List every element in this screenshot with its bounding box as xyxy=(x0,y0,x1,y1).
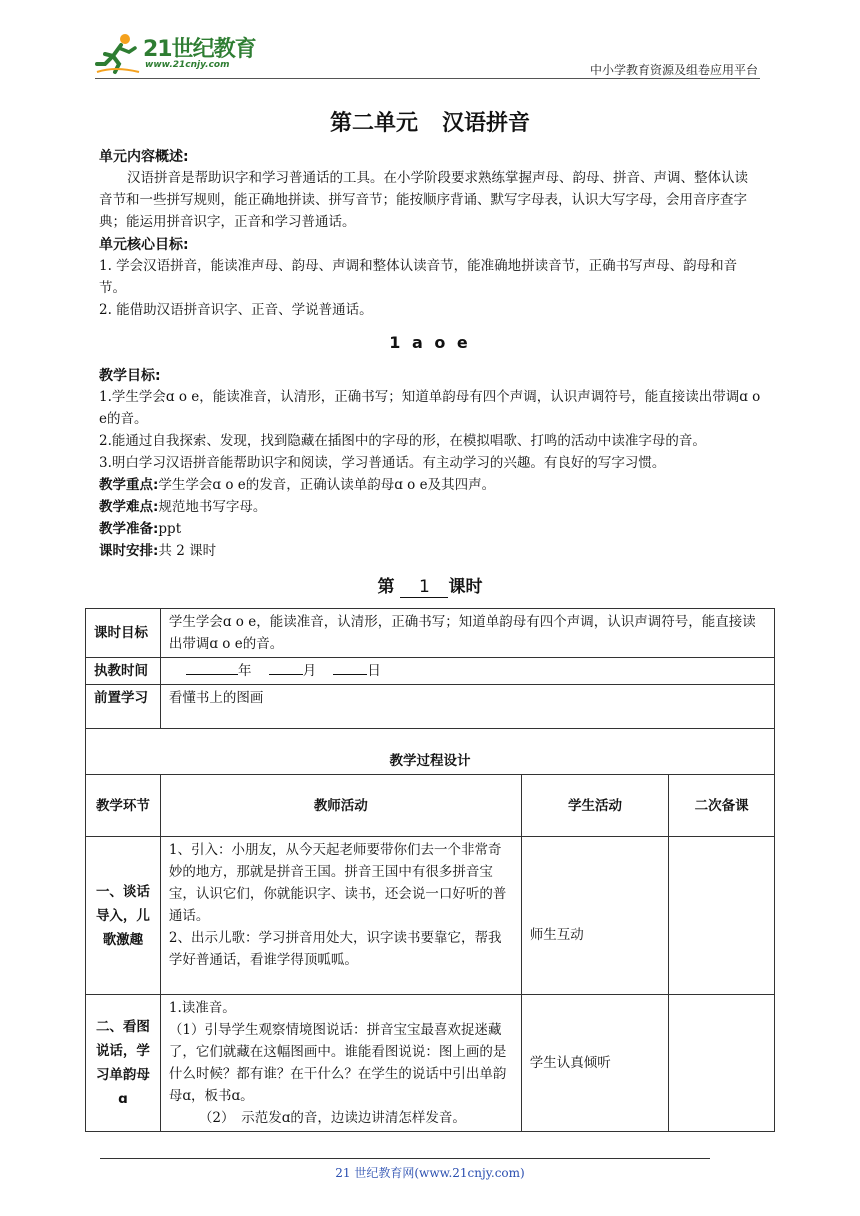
goal-label: 课时目标 xyxy=(86,609,161,658)
unit-title-part1: 第二单元 xyxy=(329,111,418,136)
prep-text: ppt xyxy=(158,521,182,537)
student-activity-cell: 师生互动 xyxy=(521,837,669,995)
time-label: 执教时间 xyxy=(86,658,161,685)
goal-item: 1.学生学会ɑ o e，能读准音，认清形，正确书写；知道单韵母有四个声调，认识声调符号，能直接读出带调ɑ o e的音。 xyxy=(99,389,761,427)
period-suffix: 课时 xyxy=(448,577,483,597)
prep-label: 教学准备: xyxy=(99,521,159,537)
schedule-text: 共 2 课时 xyxy=(158,543,217,559)
page-footer[interactable]: 21 世纪教育网(www.21cnjy.com) xyxy=(335,1166,525,1180)
teacher-activity-cell xyxy=(160,995,521,1132)
footer-divider xyxy=(100,1158,710,1159)
student-activity-cell: 学生认真倾听 xyxy=(521,995,669,1132)
period-heading xyxy=(99,572,761,598)
lesson-title: 1 a o e xyxy=(389,333,471,352)
teacher-activity-line: 2、出示儿歌：学习拼音用处大，识字读书要靠它，帮我学好普通话，看谁学得顶呱呱。 xyxy=(168,930,502,968)
schedule-label: 课时安排: xyxy=(99,543,159,559)
overview-text: 汉语拼音是帮助识字和学习普通话的工具。在小学阶段要求熟练掌握声母、韵母、拼音、声调、整体认读音节和一些拼写规则，能正确地拼读、拼写音节；能按顺序背诵、默写字母表，认识大写字母，会用音序查字典；能运用拼音识字，正音和学习普通话。 xyxy=(99,170,748,230)
preparation xyxy=(99,518,761,540)
stage-cell: 二、看图说话，学习单韵母ɑ xyxy=(86,995,161,1132)
teacher-activity-line: （2） 示范发ɑ的音，边读边讲清怎样发音。 xyxy=(198,1110,466,1126)
column-header: 教师活动 xyxy=(160,775,521,837)
document-body xyxy=(99,100,761,604)
revision-cell xyxy=(669,837,775,995)
unit-title xyxy=(99,106,761,137)
revision-cell xyxy=(669,995,775,1132)
table-row xyxy=(86,609,775,658)
key-points xyxy=(99,474,761,496)
table-row xyxy=(86,995,775,1132)
teacher-activity-line: （1）引导学生观察情境图说话：拼音宝宝最喜欢捉迷藏了，它们就藏在这幅图画中。谁能看图说说：图上画的是什么时候？都有谁？在干什么？在学生的说话中引出单韵母ɑ，板书ɑ。 xyxy=(168,1022,507,1104)
core-item: 2. 能借助汉语拼音识字、正音、学说普通话。 xyxy=(99,302,373,318)
column-header: 学生活动 xyxy=(521,775,669,837)
goal-item: 3.明白学习汉语拼音能帮助识字和阅读，学习普通话。有主动学习的兴趣。有良好的写字习惯。 xyxy=(99,455,666,471)
header-divider xyxy=(95,78,760,79)
teacher-activity-cell xyxy=(160,837,521,995)
table-row xyxy=(86,658,775,685)
pre-label: 前置学习 xyxy=(86,685,161,729)
key-points-label: 教学重点: xyxy=(99,477,159,493)
day-label: 日 xyxy=(367,663,381,679)
year-label: 年 xyxy=(238,663,252,679)
pre-text: 看懂书上的图画 xyxy=(160,685,774,729)
goals-heading: 教学目标: xyxy=(99,368,161,384)
goal-item: 2.能通过自我探索、发现，找到隐藏在插图中的字母的形，在模拟唱歌、打鸣的活动中读准字母的音。 xyxy=(99,433,706,449)
runner-logo-icon xyxy=(95,32,141,76)
difficulty-text: 规范地书写字母。 xyxy=(158,499,267,515)
time-value xyxy=(160,658,774,685)
schedule xyxy=(99,540,761,562)
key-points-text: 学生学会ɑ o e的发音，正确认读单韵母ɑ o e及其四声。 xyxy=(158,477,496,493)
column-header: 二次备课 xyxy=(669,775,775,837)
logo-url: www.21cnjy.com xyxy=(145,60,230,70)
period-prefix: 第 xyxy=(377,577,395,597)
logo-text: 21世纪教育 xyxy=(143,37,256,62)
column-header: 教学环节 xyxy=(86,775,161,837)
page-header xyxy=(95,30,760,78)
teacher-activity-line: 1.读准音。 xyxy=(168,1000,236,1016)
period-number: 1 xyxy=(400,577,448,598)
overview-heading: 单元内容概述: xyxy=(99,149,189,165)
goal-text: 学生学会ɑ o e，能读准音，认清形，正确书写；知道单韵母有四个声调，认识声调符号，能直接读出带调ɑ o e的音。 xyxy=(160,609,774,658)
table-row xyxy=(86,685,775,729)
table-row xyxy=(86,837,775,995)
difficulty xyxy=(99,496,761,518)
month-label: 月 xyxy=(302,663,317,679)
platform-name: 中小学教育资源及组卷应用平台 xyxy=(589,63,758,77)
difficulty-label: 教学难点: xyxy=(99,499,159,515)
site-logo xyxy=(95,32,265,76)
lesson-plan-table xyxy=(85,608,775,1132)
table-header-row xyxy=(86,775,775,837)
design-title: 教学过程设计 xyxy=(86,729,775,775)
stage-cell: 一、谈话导入，儿歌激趣 xyxy=(86,837,161,995)
core-heading: 单元核心目标: xyxy=(99,237,189,253)
core-item: 1. 学会汉语拼音，能读准声母、韵母、声调和整体认读音节，能准确地拼读音节，正确书写声母、韵母和音节。 xyxy=(99,258,738,296)
table-row xyxy=(86,729,775,775)
unit-title-part2: 汉语拼音 xyxy=(442,111,531,136)
teacher-activity-line: 1、引入：小朋友，从今天起老师要带你们去一个非常奇妙的地方，那就是拼音王国。拼音王国中有很多拼音宝宝，认识它们，你就能识字、读书，还会说一口好听的普通话。 xyxy=(168,842,507,924)
